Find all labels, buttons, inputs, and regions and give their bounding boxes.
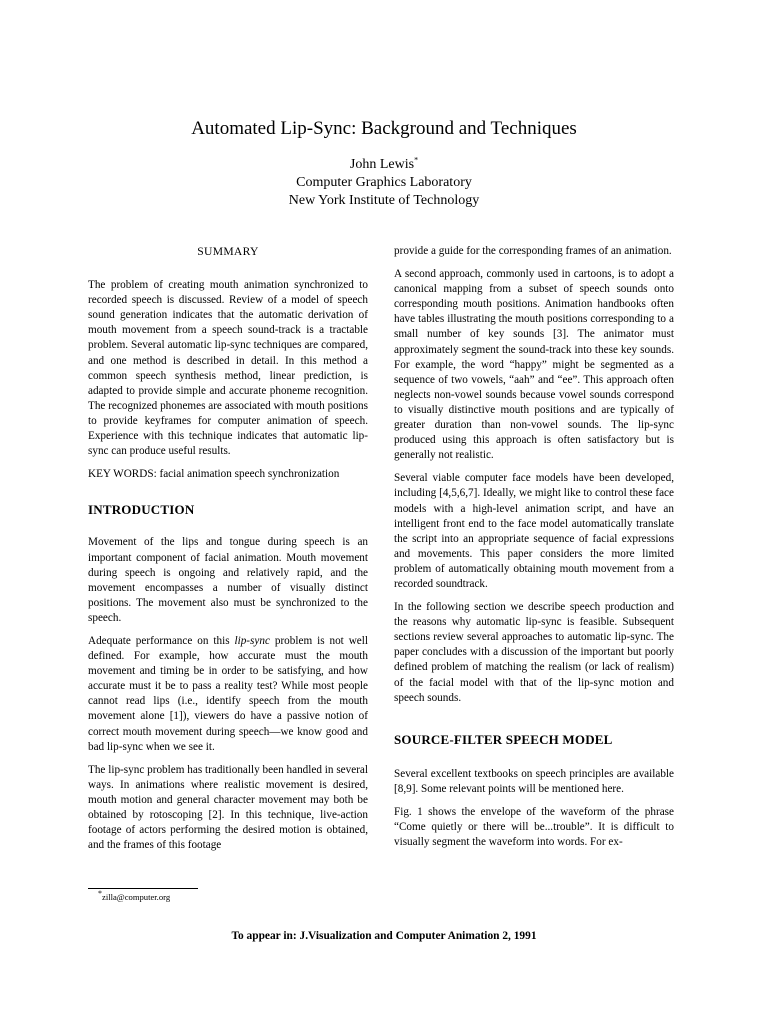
right-paragraph-4: In the following section we describe speech production and the reasons why automatic lip-sync is feasible. Subsequent sections review several approaches to automatic lip-sync. The paper concludes with a discussion of the important but poorly defined problem of matching the realism (or lack of realism) of the facial model with that of the lip-sync motion and speech sounds. [394,601,674,704]
publication-note: To appear in: J.Visualization and Computer Animation 2, 1991 [231,930,537,942]
author-affiliation: Computer Graphics Laboratory [296,175,472,190]
author-name-text: John Lewis [349,157,415,172]
intro-p2-start: Adequate performance on this [88,634,235,647]
footnote [98,889,171,903]
intro-paragraph-3: The lip-sync problem has traditionally been handled in several ways. In animations where realistic movement is desired, mouth motion and general character movement may both be obtained by rotoscoping [2]. In this technique, live-action footage of actors performing the desired motion is obtained, and the frames of this footage [88,763,368,852]
author-footnote-mark: * [414,155,419,165]
author-institution: New York Institute of Technology [288,193,480,208]
keywords: KEY WORDS: facial animation speech synchronization [88,468,340,481]
source-paragraph-2: Fig. 1 shows the envelope of the waveform of the phrase “Come quietly or there will be...trouble”. It is difficult to visually segment the waveform into words. For ex- [394,806,674,849]
source-paragraph-1: Several excellent textbooks on speech principles are available [8,9]. Some relevant points will be mentioned here. [394,767,674,795]
intro-paragraph-2 [88,634,368,755]
source-filter-heading: SOURCE-FILTER SPEECH MODEL [394,731,613,747]
right-paragraph-2: A second approach, commonly used in cartoons, is to adopt a canonical mapping from a subset of speech sounds onto corresponding mouth positions. Animation handbooks often have tables illustrating the mouth positions corresponding to a small number of key sounds [3]. The animator must approximately segment the sound-track into these key sounds. For example, the word “happy” might be segmented as a sequence of two vowels, “aah” and “ee”. This approach often neglects non-vowel sounds because vowel sounds correspond to visually distinctive mouth positions and are typically of greater duration than non-vowel sounds. The lip-sync produced using this approach is often satisfactory but is generally not realistic. [394,268,674,462]
intro-p2-rest: problem is not well defined. For example, how accurate must the mouth movement and timing be in order to be satisfying, and how accurate must it be to pass a reality test? While most people cannot read lips (i.e., identify speech from the mouth movement alone [1]), viewers do have a passive notion of correct mouth movement during speech—we know good and bad lip-sync when we see it. [88,634,368,753]
footnote-mark: * [98,889,102,899]
summary-heading: SUMMARY [197,245,259,258]
summary-paragraph: The problem of creating mouth animation synchronized to recorded speech is discussed. Review of a model of speech sound generation indicates that the automatic derivation of mouth movement from a speech sound-track is a tractable problem. Several automatic lip-sync techniques are compared, and one method is described in detail. In this method a common speech synthesis method, linear prediction, is adapted to provide simple and accurate phoneme recognition. The recognized phonemes are associated with mouth positions to provide keyframes for computer animation of speech. Experience with this technique indicates that automatic lip-sync can produce useful results. [88,279,368,458]
right-paragraph-1: provide a guide for the corresponding frames of an animation. [394,245,672,257]
lip-sync-term: lip-sync [234,634,270,647]
left-column [88,244,368,861]
right-column [394,244,674,858]
footnote-email: zilla@computer.org [102,892,171,902]
right-paragraph-3: Several viable computer face models have been developed, including [4,5,6,7]. Ideally, we might like to control these face models with a high-level animation script, and have an intelligent front end to the face model automatically translate the script into an appropriate sequence of facial expressions and movements. This paper considers the more limited problem of automatically obtaining mouth movement from a recorded soundtrack. [394,472,674,590]
paper-title: Automated Lip-Sync: Background and Techniques [191,118,577,139]
footnote-rule [88,888,198,889]
author-name [0,156,768,174]
author-block [0,156,768,210]
introduction-heading: INTRODUCTION [88,502,195,518]
intro-paragraph-1: Movement of the lips and tongue during speech is an important component of facial animation. Mouth movement during speech is ongoing and relatively rapid, and the movement encompasses a number of visually distinct positions. The movement also must be synchronized to the speech. [88,536,368,624]
